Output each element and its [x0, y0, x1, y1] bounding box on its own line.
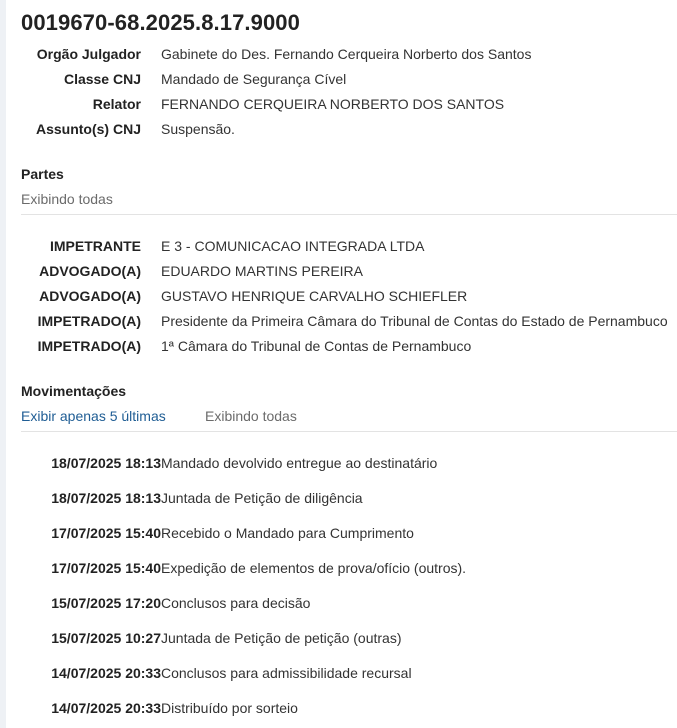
partes-filter-label: Exibindo todas [21, 191, 113, 207]
movimentacao-description: Juntada de Petição de petição (outras) [161, 630, 402, 646]
parte-row [21, 336, 677, 356]
movimentacao-description: Mandado devolvido entregue ao destinatário [161, 455, 438, 471]
movimentacoes-section-title: Movimentações [21, 383, 127, 399]
detail-label: Orgão Julgador [36, 46, 141, 62]
movimentacao-description: Recebido o Mandado para Cumprimento [161, 525, 414, 541]
movimentacao-row [21, 628, 677, 648]
parte-role: IMPETRADO(A) [37, 338, 141, 354]
movimentacao-description: Conclusos para admissibilidade recursal [161, 665, 412, 681]
movimentacao-row [21, 523, 677, 543]
parte-role: IMPETRANTE [50, 238, 141, 254]
parte-row [21, 286, 677, 306]
movimentacao-row [21, 453, 677, 473]
movimentacao-datetime: 17/07/2025 15:40 [51, 560, 161, 576]
left-border-strip [0, 0, 6, 728]
movimentacao-row [21, 488, 677, 508]
movimentacao-row [21, 558, 677, 578]
detail-value: Gabinete do Des. Fernando Cerqueira Norberto dos Santos [161, 46, 532, 62]
parte-row [21, 261, 677, 281]
detail-label: Relator [92, 96, 141, 112]
movimentacoes-divider [21, 431, 677, 432]
detail-label: Classe CNJ [63, 71, 141, 87]
parte-role: ADVOGADO(A) [39, 263, 141, 279]
detail-value: Mandado de Segurança Cível [161, 71, 347, 87]
movimentacao-row [21, 593, 677, 613]
parte-row [21, 311, 677, 331]
parte-name: 1ª Câmara do Tribunal de Contas de Pernambuco [161, 338, 472, 354]
detail-value: FERNANDO CERQUEIRA NORBERTO DOS SANTOS [161, 96, 505, 112]
movimentacao-row [21, 698, 677, 718]
partes-section-title: Partes [21, 166, 64, 182]
detail-row-assunto-cnj [21, 119, 677, 139]
detail-row-orgao-julgador [21, 44, 677, 64]
movimentacao-description: Distribuído por sorteio [161, 700, 298, 716]
movimentacao-description: Expedição de elementos de prova/ofício (outros). [161, 560, 467, 576]
parte-name: Presidente da Primeira Câmara do Tribunal de Contas do Estado de Pernambuco [161, 313, 668, 329]
show-last-5-link[interactable]: Exibir apenas 5 últimas [21, 408, 166, 424]
movimentacao-datetime: 18/07/2025 18:13 [51, 490, 161, 506]
parte-name: E 3 - COMUNICACAO INTEGRADA LTDA [161, 238, 425, 254]
detail-value: Suspensão. [161, 121, 235, 137]
detail-label: Assunto(s) CNJ [35, 121, 141, 137]
parte-role: ADVOGADO(A) [39, 288, 141, 304]
movimentacao-description: Juntada de Petição de diligência [161, 490, 363, 506]
parte-row [21, 236, 677, 256]
movimentacao-datetime: 18/07/2025 18:13 [51, 455, 161, 471]
movimentacao-datetime: 14/07/2025 20:33 [51, 665, 161, 681]
movimentacao-row [21, 663, 677, 683]
movimentacao-datetime: 17/07/2025 15:40 [51, 525, 161, 541]
parte-role: IMPETRADO(A) [37, 313, 141, 329]
detail-row-classe-cnj [21, 69, 677, 89]
movimentacoes-filter-label: Exibindo todas [205, 408, 297, 424]
partes-divider [21, 214, 677, 215]
detail-row-relator [21, 94, 677, 114]
movimentacao-datetime: 15/07/2025 17:20 [51, 595, 161, 611]
movimentacao-description: Conclusos para decisão [161, 595, 311, 611]
movimentacao-datetime: 15/07/2025 10:27 [51, 630, 161, 646]
parte-name: GUSTAVO HENRIQUE CARVALHO SCHIEFLER [161, 288, 468, 304]
process-number-title: 0019670-68.2025.8.17.9000 [21, 10, 300, 35]
movimentacao-datetime: 14/07/2025 20:33 [51, 700, 161, 716]
parte-name: EDUARDO MARTINS PEREIRA [161, 263, 363, 279]
